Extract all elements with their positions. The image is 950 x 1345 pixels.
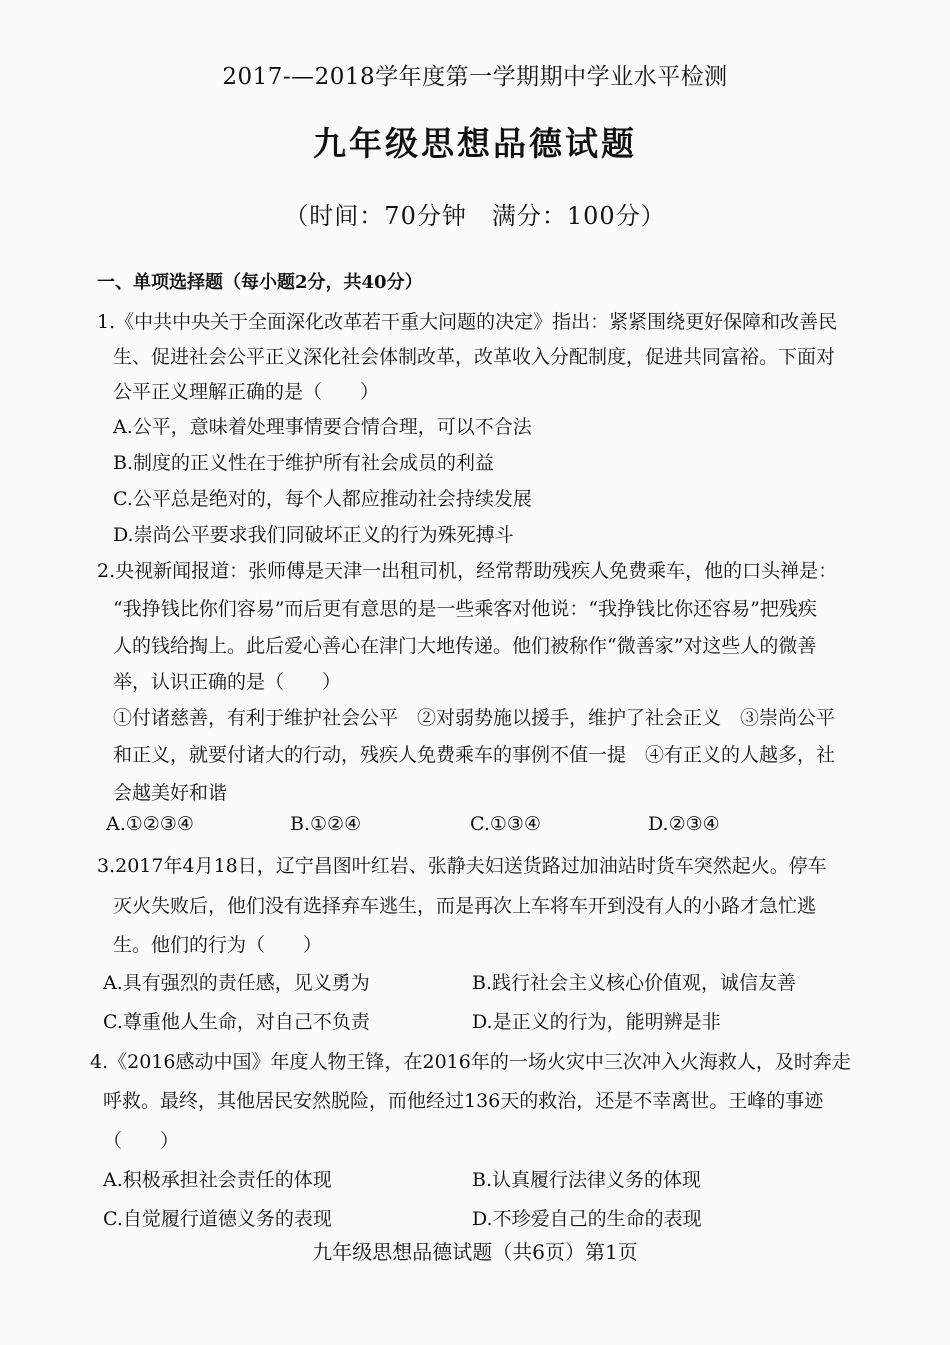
question-1-option-b: B.制度的正义性在于维护所有社会成员的利益 [113, 452, 495, 474]
exam-title: 九年级思想品德试题 [313, 124, 637, 163]
question-2-option-b: B.①②④ [290, 813, 362, 835]
question-3-line-3: 生。他们的行为（ ） [113, 934, 323, 956]
question-4-line-3: （ ） [103, 1130, 180, 1152]
question-3-line-1: 3.2017年4月18日，辽宁昌图叶红岩、张静夫妇送货路过加油站时货车突然起火。停车 [97, 855, 827, 877]
question-3-option-b: B.践行社会主义核心价值观，诚信友善 [472, 972, 797, 994]
question-2-option-a: A.①②③④ [106, 813, 194, 835]
question-3-line-2: 灭火失败后，他们没有选择弃车逃生，而是再次上车将车开到没有人的小路才急忙逃 [113, 895, 817, 917]
section-heading: 一、单项选择题（每小题2分，共40分） [97, 272, 423, 293]
question-1-line-1: 1.《中共中央关于全面深化改革若干重大问题的决定》指出：紧紧围绕更好保障和改善民 [97, 311, 838, 333]
question-1-option-c: C.公平总是绝对的，每个人都应推动社会持续发展 [113, 488, 532, 510]
question-2-option-c: C.①③④ [470, 813, 541, 835]
question-3-option-c: C.尊重他人生命，对自己不负责 [103, 1011, 370, 1033]
question-4-option-a: A.积极承担社会责任的体现 [103, 1169, 332, 1191]
question-1-option-d: D.崇尚公平要求我们同破坏正义的行为殊死搏斗 [113, 524, 514, 546]
question-4-option-b: B.认真履行法律义务的体现 [472, 1169, 702, 1191]
question-4-option-d: D.不珍爱自己的生命的表现 [472, 1208, 702, 1230]
question-2-line-5: ①付诸慈善，有利于维护社会公平 ②对弱势施以援手，维护了社会正义 ③崇尚公平 [113, 707, 836, 729]
exam-time-score: （时间：70分钟 满分：100分） [284, 202, 666, 230]
question-2-line-3: 人的钱给掏上。此后爱心善心在津门大地传递。他们被称作“微善家”对这些人的微善 [113, 635, 817, 657]
page-footer: 九年级思想品德试题（共6页）第1页 [312, 1240, 638, 1264]
question-2-line-1: 2.央视新闻报道：张师傅是天津一出租司机，经常帮助残疾人免费乘车，他的口头禅是： [97, 560, 838, 582]
question-2-option-d: D.②③④ [648, 813, 720, 835]
question-4-option-c: C.自觉履行道德义务的表现 [103, 1208, 332, 1230]
question-2-line-2: “我挣钱比你们容易”而后更有意思的是一些乘客对他说：“我挣钱比你还容易”把残疾 [113, 598, 817, 620]
question-3-option-a: A.具有强烈的责任感，见义勇为 [103, 972, 370, 994]
question-1-line-2: 生、促进社会公平正义深化社会体制改革，改革收入分配制度，促进共同富裕。下面对 [113, 346, 836, 368]
question-4-line-2: 呼救。最终，其他居民安然脱险，而他经过136天的救治，还是不幸离世。王峰的事迹 [103, 1090, 824, 1112]
question-4-line-1: 4.《2016感动中国》年度人物王锋，在2016年的一场火灾中三次冲入火海救人，及时奔走 [90, 1051, 851, 1073]
question-1-option-a: A.公平，意味着处理事情要合情合理，可以不合法 [113, 416, 532, 438]
question-2-line-7: 会越美好和谐 [113, 782, 228, 804]
question-2-line-6: 和正义，就要付诸大的行动，残疾人免费乘车的事例不值一提 ④有正义的人越多，社 [113, 744, 836, 766]
question-3-option-d: D.是正义的行为，能明辨是非 [472, 1011, 721, 1033]
question-1-line-3: 公平正义理解正确的是（ ） [113, 381, 380, 403]
exam-header: 2017-—2018学年度第一学期期中学业水平检测 [222, 64, 728, 90]
question-2-line-4: 举，认识正确的是（ ） [113, 671, 342, 693]
